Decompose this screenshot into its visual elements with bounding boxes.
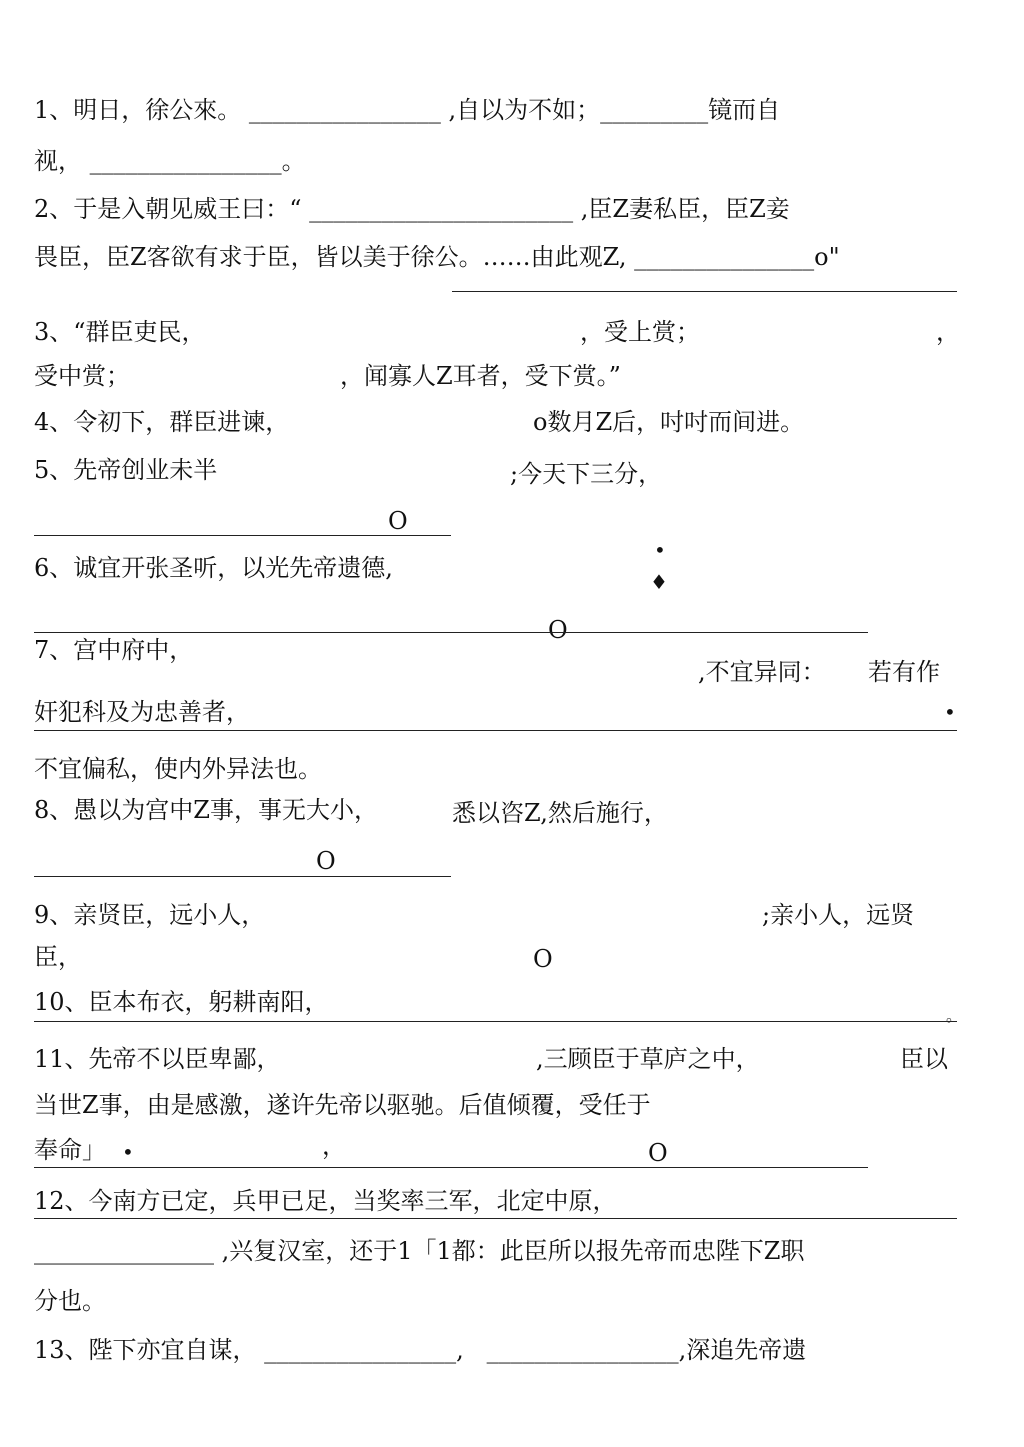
question-11-line-1b: ,三顾臣于草庐之中， (536, 1045, 760, 1073)
question-13-line-1: 13、陛下亦宜自谋， ________________, ________________,深追先帝遗 (34, 1336, 807, 1364)
answer-line (34, 1021, 957, 1022)
question-5-line-1a: 5、先帝创业未半 (34, 456, 218, 484)
question-1-line-1: 1、明日，徐公來。 ________________ ,自以为不如；_________镜而自 (34, 96, 781, 124)
question-3-line-2a: 受中赏； (34, 362, 130, 390)
dot-mark: • (944, 700, 956, 724)
question-9-line-2a: 臣， (34, 943, 82, 971)
question-3-line-1c: ， (936, 318, 960, 346)
answer-line (34, 876, 451, 877)
question-3-line-1b: ，受上赏； (580, 318, 700, 346)
question-12-line-1: 12、今南方已定，兵甲已足，当奖率三军，北定中原， (34, 1187, 617, 1215)
question-9-line-1b: ;亲小人，远贤 (762, 901, 915, 929)
dot-mark: • (122, 1140, 134, 1164)
answer-line (452, 291, 957, 292)
question-11-line-1c: 臣以 (900, 1045, 948, 1073)
question-12-line-2: _______________ ,兴复汉室，还于1「1都：此臣所以报先帝而忠陛下Z职 (34, 1237, 805, 1265)
question-8-period: O (316, 847, 336, 875)
answer-line (34, 632, 868, 633)
question-3-line-2b: ，闻寡人Z耳者，受下赏。” (340, 362, 621, 390)
answer-line (34, 1167, 868, 1168)
question-5-line-1b: ;今天下三分， (510, 460, 663, 488)
diamond-mark: ♦ (650, 570, 668, 594)
question-11-line-3a: 奉命」 (34, 1136, 106, 1164)
question-3-line-1a: 3、“群臣吏民， (34, 318, 206, 346)
answer-line (34, 730, 957, 731)
dot-mark: • (654, 538, 666, 562)
question-8-line-1a: 8、愚以为宫中Z事，事无大小， (34, 796, 378, 824)
question-11-line-3b: ， (322, 1132, 346, 1160)
question-7-line-1b: ,不宜异同： (698, 658, 826, 686)
question-4-line-1a: 4、令初下，群臣进谏， (34, 408, 290, 436)
question-11-line-1a: 11、先帝不以臣卑鄙， (34, 1045, 281, 1073)
question-12-line-3: 分也。 (34, 1287, 106, 1315)
question-11-line-2: 当世Z事，由是感激，遂许先帝以驱驰。后值倾覆，受任于 (34, 1091, 651, 1119)
answer-line (34, 1218, 957, 1219)
question-2-line-1: 2、于是入朝见威王曰：“ ______________________ ,臣Z妻私臣，臣Z妾 (34, 195, 790, 223)
question-1-line-2: 视， ________________。 (34, 147, 306, 175)
question-4-line-1b: o数月Z后，吋吋而间进。 (533, 408, 805, 436)
question-7-line-1c: 若有作 (868, 658, 940, 686)
question-5-period: O (388, 507, 408, 535)
question-11-period: O (648, 1139, 668, 1167)
question-6-period: O (548, 616, 568, 644)
question-7-line-1a: 7、宫中府中， (34, 636, 194, 664)
question-9-period: O (533, 945, 553, 973)
question-2-line-2: 畏臣，臣Z客欲有求于臣，皆以美于徐公。……由此观Z, _______________o" (34, 243, 840, 271)
question-8-line-1b: 悉以咨Z,然后施行， (452, 799, 668, 827)
question-10-line-1: 10、臣本布衣，躬耕南阳， (34, 988, 329, 1016)
question-10-period: 。 (946, 1006, 963, 1025)
question-6-line-1: 6、诚宜开张圣听，以光先帝遗德, (34, 554, 393, 582)
question-7-line-3: 不宜偏私，使内外异法也。 (34, 755, 322, 783)
answer-line (34, 535, 451, 536)
question-9-line-1a: 9、亲贤臣，远小人， (34, 901, 266, 929)
question-7-line-2: 奸犯科及为忠善者， (34, 698, 250, 726)
